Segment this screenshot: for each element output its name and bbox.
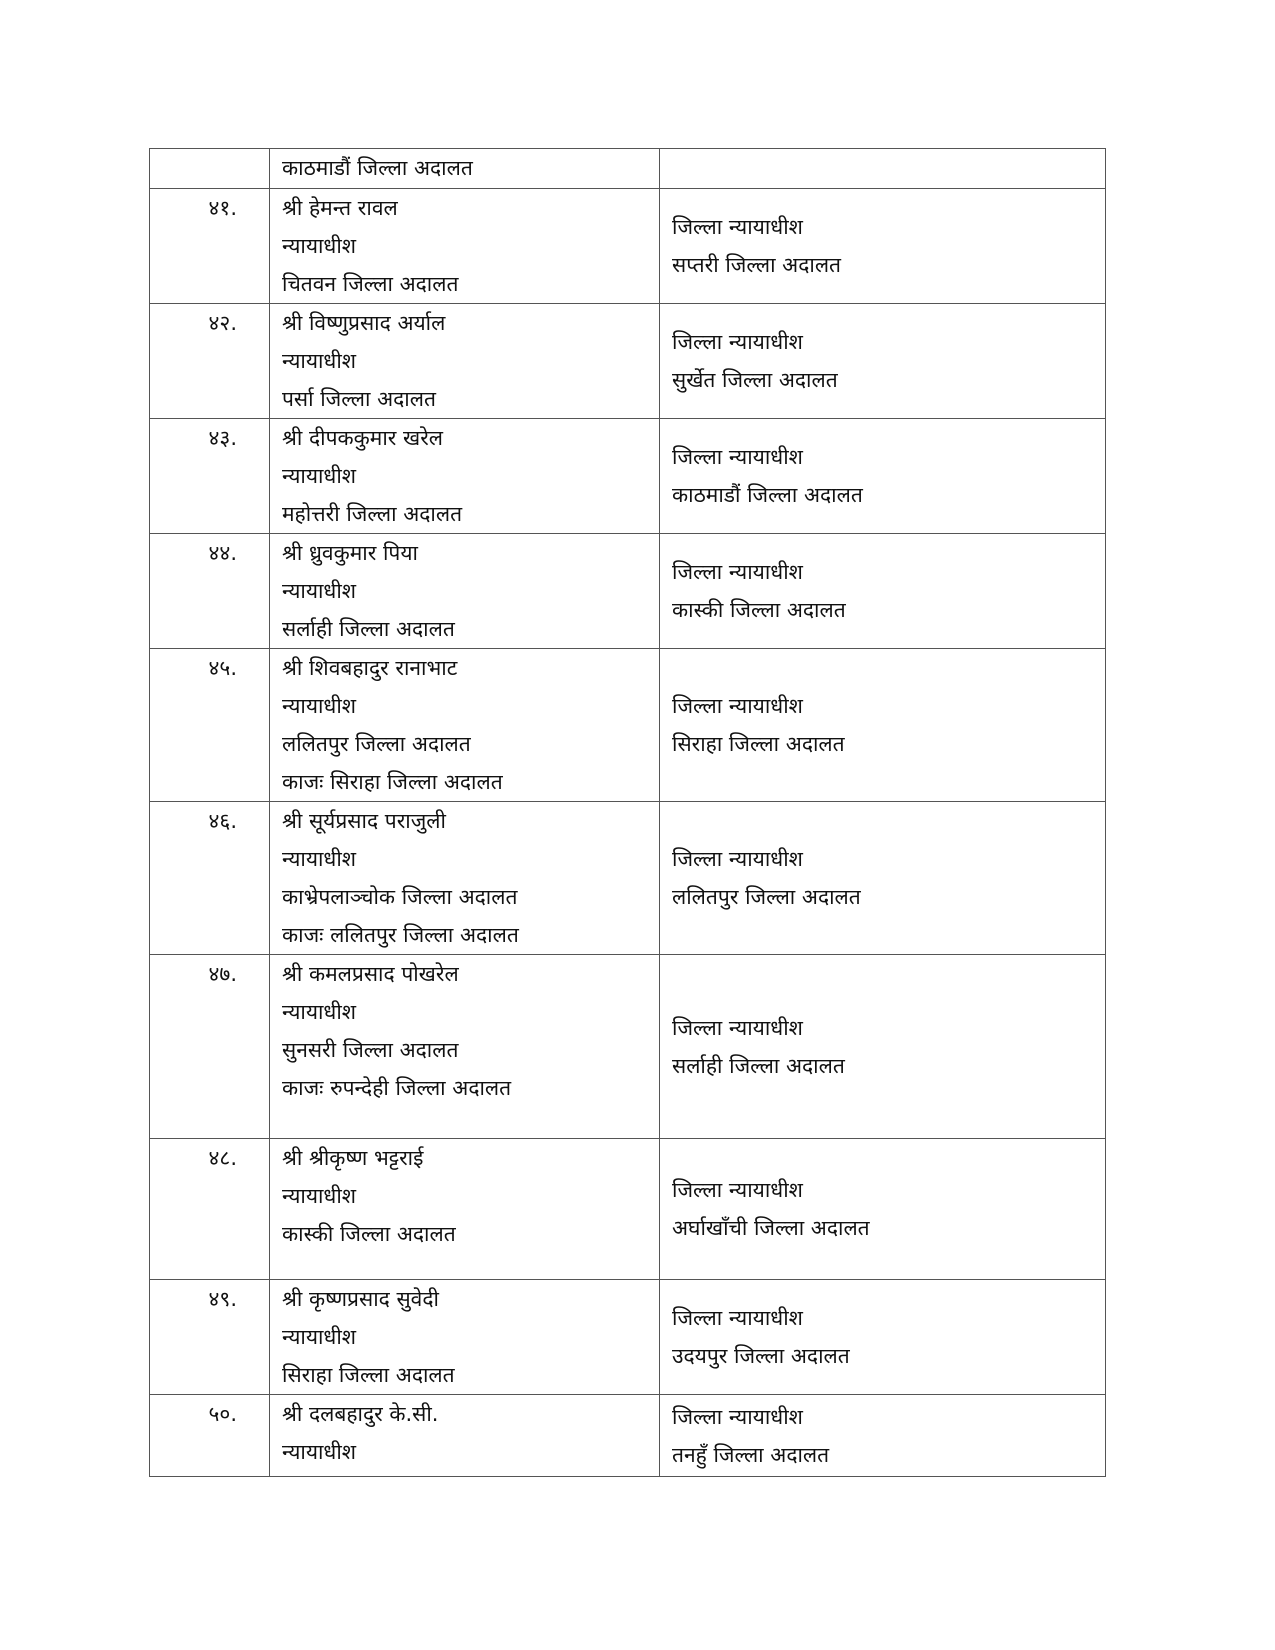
current-post-cell [270, 802, 660, 955]
current-post-line: श्री हेमन्त रावल [282, 196, 398, 220]
serial-number: ४५. [208, 656, 237, 680]
new-post-cell [660, 1139, 1106, 1280]
current-post-line: श्री कमलप्रसाद पोखरेल [282, 962, 459, 986]
current-post-line: न्यायाधीश [282, 1000, 357, 1024]
serial-number: ४६. [208, 809, 237, 833]
current-post-cell [270, 1395, 660, 1477]
new-post-line: कास्की जिल्ला अदालत [672, 598, 846, 622]
new-post-cell [660, 149, 1106, 189]
new-post-line: जिल्ला न्यायाधीश [672, 847, 803, 871]
serial-number: ४७. [208, 962, 237, 986]
serial-number [150, 149, 237, 187]
table-row [150, 1139, 1106, 1280]
serial-number-cell [150, 1395, 270, 1477]
current-post-cell [270, 1139, 660, 1280]
new-post-line: जिल्ला न्यायाधीश [672, 215, 803, 239]
current-post-line: सर्लाही जिल्ला अदालत [282, 617, 455, 641]
current-post-cell [270, 1280, 660, 1395]
table-row [150, 1395, 1106, 1477]
current-post-line: काजः ललितपुर जिल्ला अदालत [282, 923, 519, 947]
new-post-cell [660, 955, 1106, 1139]
current-post-line: श्री ध्रुवकुमार पिया [282, 541, 418, 565]
table-row [150, 189, 1106, 304]
current-post-line: महोत्तरी जिल्ला अदालत [282, 502, 463, 526]
current-post-line: न्यायाधीश [282, 579, 357, 603]
new-post-cell [660, 649, 1106, 802]
current-post-cell [270, 149, 660, 189]
current-post-cell [270, 649, 660, 802]
current-post-line: चितवन जिल्ला अदालत [282, 272, 459, 296]
new-post-line: जिल्ला न्यायाधीश [672, 1306, 803, 1330]
new-post-line: काठमाडौं जिल्ला अदालत [672, 483, 863, 507]
serial-number-cell [150, 149, 270, 189]
new-post-cell [660, 304, 1106, 419]
new-post-cell [660, 1395, 1106, 1477]
new-post-line: जिल्ला न्यायाधीश [672, 445, 803, 469]
current-post-line: न्यायाधीश [282, 234, 357, 258]
current-post-line: न्यायाधीश [282, 349, 357, 373]
current-post-line: न्यायाधीश [282, 1440, 357, 1464]
current-post-cell [270, 189, 660, 304]
current-post-line: श्री सूर्यप्रसाद पराजुली [282, 809, 446, 833]
serial-number-cell [150, 1280, 270, 1395]
table-row [150, 955, 1106, 1139]
current-post-line: श्री दलबहादुर के.सी. [282, 1402, 439, 1426]
table-row [150, 304, 1106, 419]
current-post-cell [270, 419, 660, 534]
serial-number-cell [150, 189, 270, 304]
serial-number: ४१. [208, 196, 237, 220]
new-post-cell [660, 534, 1106, 649]
current-post-line: न्यायाधीश [282, 1184, 357, 1208]
current-post-cell [270, 304, 660, 419]
current-post-line: काजः सिराहा जिल्ला अदालत [282, 770, 503, 794]
new-post-line: सिराहा जिल्ला अदालत [672, 732, 845, 756]
serial-number-cell [150, 419, 270, 534]
current-post-line: श्री श्रीकृष्ण भट्टराई [282, 1146, 424, 1170]
current-post-line: श्री कृष्णप्रसाद सुवेदी [282, 1287, 439, 1311]
current-post-line: न्यायाधीश [282, 464, 357, 488]
current-post-line: कास्की जिल्ला अदालत [282, 1222, 456, 1246]
serial-number: ४४. [208, 541, 237, 565]
new-post-cell [660, 189, 1106, 304]
table-row [150, 649, 1106, 802]
new-post-line: जिल्ला न्यायाधीश [672, 1015, 803, 1040]
new-post-line: सुर्खेत जिल्ला अदालत [672, 368, 838, 392]
new-post-line: सर्लाही जिल्ला अदालत [672, 1053, 845, 1078]
serial-number: ४३. [208, 426, 237, 450]
current-post-line: न्यायाधीश [282, 1325, 357, 1349]
serial-number-cell [150, 534, 270, 649]
new-post-line: सप्तरी जिल्ला अदालत [672, 253, 842, 277]
current-post-line: काभ्रेपलाञ्चोक जिल्ला अदालत [282, 885, 518, 909]
current-post-line: सिराहा जिल्ला अदालत [282, 1363, 455, 1387]
new-post-cell [660, 1280, 1106, 1395]
new-post-line: जिल्ला न्यायाधीश [672, 330, 803, 354]
current-post-line: काठमाडौं जिल्ला अदालत [282, 156, 473, 180]
new-post-line: उदयपुर जिल्ला अदालत [672, 1344, 850, 1368]
serial-number-cell [150, 1139, 270, 1280]
new-post-line: ललितपुर जिल्ला अदालत [672, 885, 861, 909]
table-body [150, 149, 1106, 1477]
current-post-line: काजः रुपन्देही जिल्ला अदालत [282, 1076, 512, 1100]
table-row [150, 149, 1106, 189]
current-post-line: श्री शिवबहादुर रानाभाट [282, 656, 458, 680]
current-post-line: न्यायाधीश [282, 694, 357, 718]
current-post-line: सुनसरी जिल्ला अदालत [282, 1038, 459, 1062]
serial-number-cell [150, 802, 270, 955]
table-row [150, 419, 1106, 534]
new-post-line: जिल्ला न्यायाधीश [672, 1178, 803, 1202]
table-row [150, 534, 1106, 649]
current-post-line: श्री दीपककुमार खरेल [282, 426, 444, 450]
new-post-line: जिल्ला न्यायाधीश [672, 694, 803, 718]
current-post-line: न्यायाधीश [282, 847, 357, 871]
current-post-line: ललितपुर जिल्ला अदालत [282, 732, 471, 756]
new-post-cell [660, 419, 1106, 534]
serial-number: ४९. [208, 1287, 237, 1311]
table-row [150, 1280, 1106, 1395]
new-post-line: जिल्ला न्यायाधीश [672, 560, 803, 584]
new-post-line: अर्घाखाँची जिल्ला अदालत [672, 1216, 870, 1240]
serial-number: ४८. [208, 1146, 237, 1170]
serial-number: ४२. [208, 311, 237, 335]
serial-number: ५०. [208, 1402, 237, 1426]
new-post-line: जिल्ला न्यायाधीश [672, 1404, 803, 1429]
serial-number-cell [150, 304, 270, 419]
serial-number-cell [150, 649, 270, 802]
serial-number-cell [150, 955, 270, 1139]
current-post-line: पर्सा जिल्ला अदालत [282, 387, 436, 411]
table-row [150, 802, 1106, 955]
judge-transfer-table [149, 148, 1106, 1477]
current-post-line: श्री विष्णुप्रसाद अर्याल [282, 311, 446, 335]
current-post-cell [270, 534, 660, 649]
current-post-cell [270, 955, 660, 1139]
new-post-cell [660, 802, 1106, 955]
new-post-line: तनहुँ जिल्ला अदालत [672, 1442, 830, 1467]
